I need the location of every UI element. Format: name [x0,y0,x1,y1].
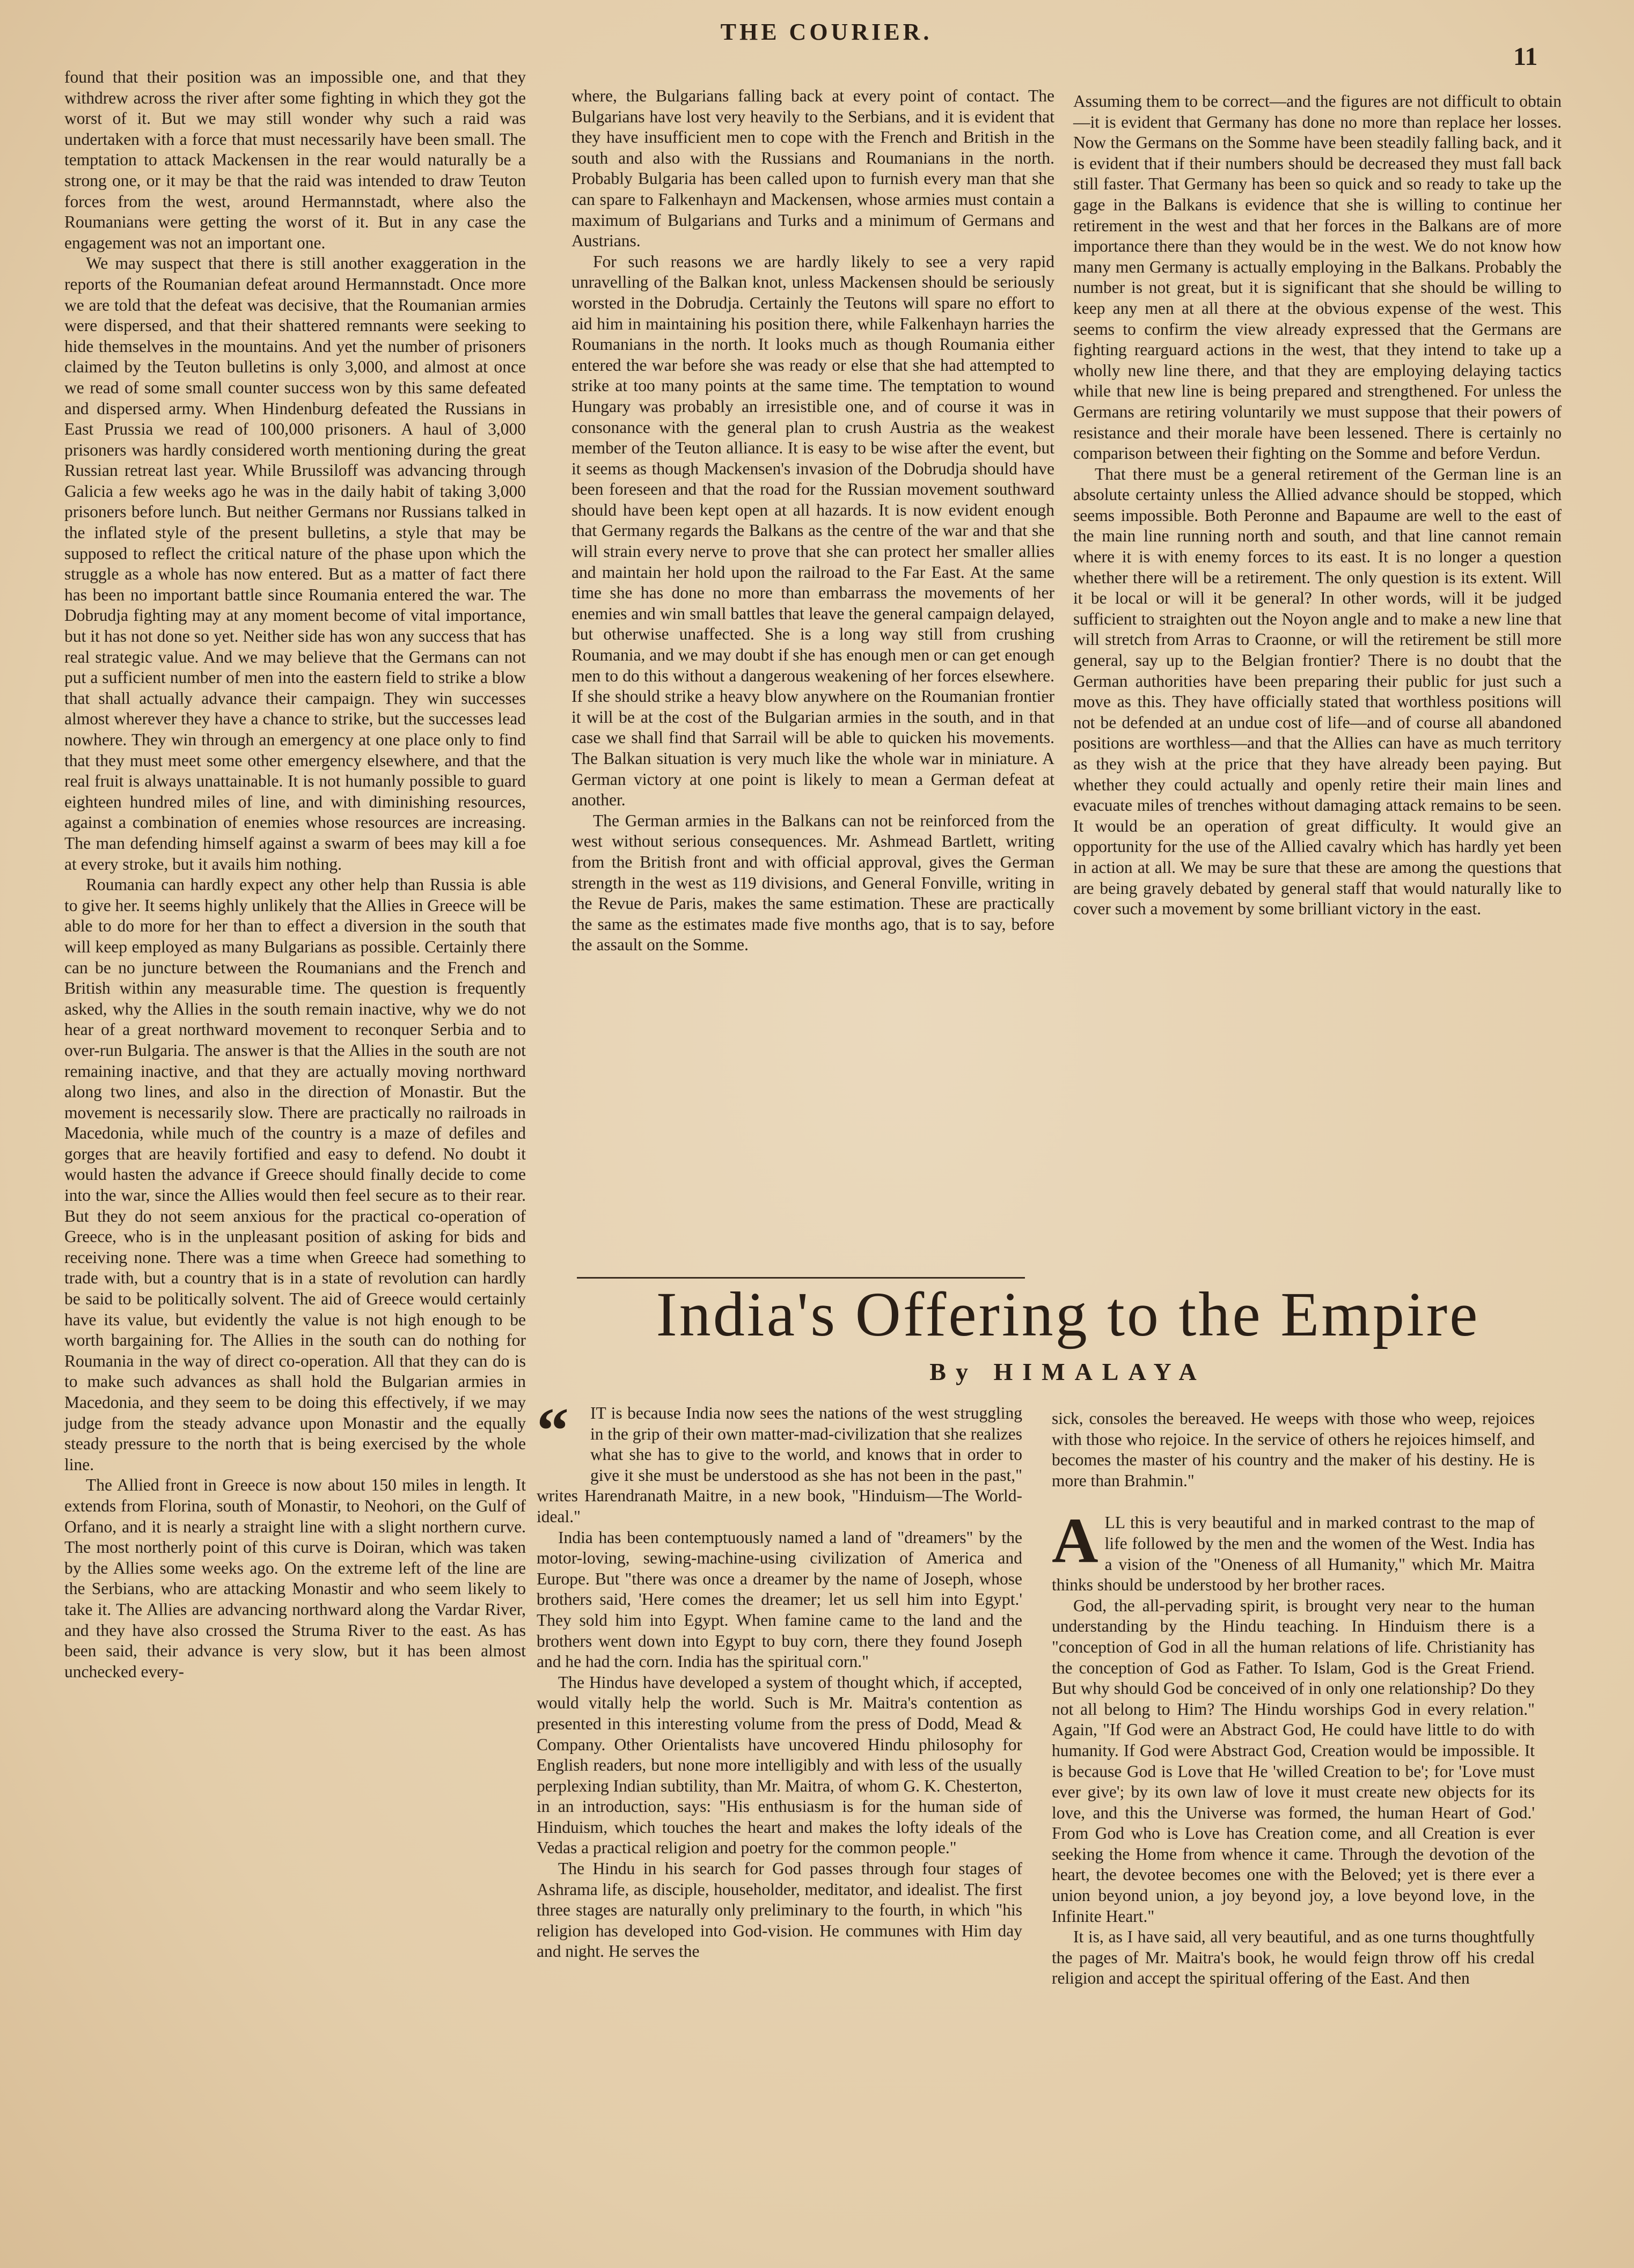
drop-quote-mark: “ [537,1394,569,1466]
paragraph: The Hindu in his search for God passes through four stages of Ashrama life, as disciple, householder, meditator, and idealist. The first three stages are naturally only preliminary to the fourth, in which "his religion has developed into God-vision. He communes with Him day and night. He serves the [537,1859,1022,1961]
section-opening-text: LL this is very beautiful and in marked contrast to the map of life followed by the men and the women of the West. India has a vision of the "Oneness of all Humanity," which Mr. Maitra thinks should be understood by her brother races. [1052,1513,1535,1595]
paragraph: That there must be a general retirement of the German line is an absolute certainty unless the Allied advance should be stopped, which seems impossible. Both Peronne and Bapaume are well to the east of the main line running north and south, and that line cannot remain where it is with enemy forces to its east. It is no longer a question whether there will be a retirement. The only question is its extent. Will it be local or will it be general? In other words, will it be judged sufficient to straighten out the Noyon angle and to make a new line that will stretch from Arras to Craonne, or will the retirement be still more general, say up to the Belgian frontier? There is no doubt that the German authorities have been preparing their public for just such a move as this. They have officially stated that worthless positions will not be defended at an undue cost of life—and of course all abandoned positions are worthless—and that the Allies can have as much territory as they wish at the price that they have already been paying. But whether they could actually and openly retire their main lines and evacuate miles of trenches without damaging attack remains to be seen. It would be an operation of great difficulty. It would give an opportunity for the use of the Allied cavalry which has hardly yet been in action at all. We may be sure that these are among the questions that are being gravely debated by general staff that would naturally like to cover such a movement by some brilliant victory in the east. [1073,464,1562,919]
article-opening-paragraph [537,1394,1022,1528]
paragraph: India has been contemptuously named a land of "dreamers" by the motor-loving, sewing-machine-using civilization of America and Europe. But "there was once a dreamer by the name of Joseph, whose brothers said, 'Here comes the dreamer; let us sell him into Egypt.' They sold him into Egypt. When famine came to the land and the brothers went down into Egypt to buy corn, there they found Joseph and he had the corn. India has the spiritual corn." [537,1528,1022,1671]
news-column-1 [64,67,526,1682]
article-headline: India's Offering to the Empire [656,1279,1480,1349]
paragraph: Assuming them to be correct—and the figures are not difficult to obtain—it is evident that Germany has done no more than replace her losses. Now the Germans on the Somme have been steadily falling back, and it is evident that if their numbers should be decreased they must fall back still faster. That Germany has been so quick and so ready to take up the gage in the Balkans is evidence that she is willing to continue her retirement in the west and that her forces in the Balkans are of more importance there than they would be in the west. We do not know how many men Germany is actually employing in the Balkans. Probably the number is not great, but it is significant that she should be willing to keep any men at all there at the obvious expense of the west. This seems to confirm the view already expressed that the Germans are fighting rearguard actions in the west, that they intend to take up a wholly new line there, and that they are employing delaying tactics while that new line is being prepared and strengthened. For unless the Germans are retiring voluntarily we must suppose that their powers of resistance and their morale have been lessened. There is certainly no comparison between their fighting on the Somme and before Verdun. [1073,92,1562,463]
paragraph: The Allied front in Greece is now about 150 miles in length. It extends from Florina, south of Monastir, to Neohori, on the Gulf of Orfano, and it is nearly a straight line with a slight northern curve. The most northerly point of this curve is Doiran, which was taken by the Allies some weeks ago. On the extreme left of the line are the Serbians, who are attacking Monastir and who seem likely to take it. The Allies are advancing northward along the Vardar River, and they have also crossed the Struma River to the east. As has been said, their advance is very slow, but it has been almost unchecked every- [64,1476,526,1681]
paragraph: It is, as I have said, all very beautiful, and as one turns thoughtfully the pages of Mr. Maitra's book, he would feign throw off his credal religion and accept the spiritual offering of the East. And then [1052,1927,1535,1988]
news-column-3 [1073,91,1562,920]
news-column-2 [571,86,1054,956]
paragraph: We may suspect that there is still another exaggeration in the reports of the Roumanian defeat around Hermannstadt. Once more we are told that the defeat was decisive, that the Roumanian armies were dispersed, and that their shattered remnants were seeking to hide themselves in the mountains. And yet the number of prisoners claimed by the Teuton bulletins is only 3,000, and almost at once we read of some small counter success won by this same defeated and dispersed army. When Hindenburg defeated the Russians in East Prussia we read of 100,000 prisoners. A haul of 3,000 prisoners was hardly considered worth mentioning during the great Russian retreat last year. While Brussiloff was advancing through Galicia a few weeks ago he was in the daily habit of taking 3,000 prisoners before lunch. But neither Germans nor Russians talked in the inflated style of the present bulletins, a style that may be supposed to reflect the critical nature of the phase upon which the struggle as a whole has now entered. But as a matter of fact there has been no important battle since Roumania entered the war. The Dobrudja fighting may at any moment become of vital importance, but it has not done so yet. Neither side has won any success that has real strategic value. And we may believe that the Germans can not put a sufficient number of men into the eastern field to strike a blow that shall actually advance their campaign. They win successes almost wherever they have a chance to strike, but the successes lead nowhere. They win through an emergency at one place only to find that they must meet some other emergency elsewhere, and that the real fruit is always unattainable. It is not humanly possible to guard eighteen hundred miles of line, and with diminishing resources, against a combination of enemies whose resources are increasing. The man defending himself against a swarm of bees may kill a foe at every stroke, but it avails him nothing. [64,254,526,874]
page-number: 11 [1513,42,1538,71]
opening-text: T is because India now sees the nations of the west struggling in the grip of their own matter-mad-civilization that she realizes what she has to give to the world, and knows that in order to give it she must be understood as she has not been in the past," writes Harendranath Maitre, in a new book, "Hinduism—The World-ideal." [537,1404,1022,1526]
drop-cap: A [1052,1504,1098,1576]
paragraph: God, the all-pervading spirit, is brought very near to the human understanding by the Hindu teaching. In Hinduism there is a "conception of God in all the human relations of life. Christianity has the conception of God as Father. To Islam, God is the Great Friend. But why should God be conceived of in only one relationship? Do they not all belong to Him? The Hindu worships God in every relation." Again, "If God were an Abstract God, He could have little to do with humanity. If God were Abstract God, Creation would be impossible. It is because God is Love that He 'willed Creation to be'; for 'Love must ever give'; by its own law of love it must create new objects for its love, and this the Universe was formed, the human Heart of God.' From God who is Love has Creation come, and all Creation is ever seeking the Home from whence it came. Through the devotion of the heart, the devotee becomes one with the Beloved; yet is there ever a union beyond union, a joy beyond joy, a love beyond love, in the Infinite Heart." [1052,1596,1535,1926]
masthead: THE COURIER. [720,19,933,45]
paragraph: For such reasons we are hardly likely to see a very rapid unravelling of the Balkan knot, unless Mackensen should be seriously worsted in the Dobrudja. Certainly the Teutons will spare no effort to aid him in maintaining his position there, while Falkenhayn harries the Roumanians in the north. It looks much as though Roumania either entered the war before she was ready or else that she had attempted to strike at too many points at the same time. The temptation to wound Hungary was probably an irresistible one, and of course it was in consonance with the general plan to crush Austria as the weakest member of the Teuton alliance. It is easy to be wise after the event, but it seems as though Mackensen's invasion of the Dobrudja should have been foreseen and that the road for the Russian movement southward should have been kept open at all hazards. It is now evident enough that Germany regards the Balkans as the centre of the war and that she will strain every nerve to prove that she can protect her smaller allies and maintain her hold upon the railroad to the Far East. At the same time she has done no more than embarrass the movements of her enemies and win small battles that leave the general campaign delayed, but otherwise unaffected. She is a long way still from crushing Roumania, and we may doubt if she has enough men or can get enough men to do this without a dangerous weakening of her forces elsewhere. If she should strike a heavy blow anywhere on the Roumanian frontier it will be at the cost of the Bulgarian armies in the south, and in that case we shall find that Sarrail will be able to quicken his movements. The Balkan situation is very much like the whole war in miniature. A German victory at one point is likely to mean a German defeat at another. [571,252,1054,810]
paragraph: where, the Bulgarians falling back at every point of contact. The Bulgarians have lost very heavily to the Serbians, and it is evident that they have insufficient men to cope with the French and British in the south and also with the Russians and Roumanians in the north. Probably Bulgaria has been called upon to furnish every man that she can spare to Falkenhayn and Mackensen, whose armies must contain a maximum of Bulgarians and Turks and a minimum of Germans and Austrians. [571,86,1054,251]
paragraph: found that their position was an impossible one, and that they withdrew across the river after some fighting in which they got the worst of it. But we may still wonder why such a raid was undertaken with a force that must necessarily have been small. The temptation to attack Mackensen in the rear would naturally be a strong one, or it may be that the raid was intended to draw Teuton forces from the west, around Hermannstadt, where also the Roumanians were getting the worst of it. But in any case the engagement was not an important one. [64,68,526,252]
paragraph: The German armies in the Balkans can not be reinforced from the west without serious consequences. Mr. Ashmead Bartlett, writing from the British front and with official approval, gives the German strength in the west as 119 divisions, and General Fonville, writing in the Revue de Paris, makes the same estimation. These are practically the same as the estimates made five months ago, that is to say, before the assault on the Somme. [571,811,1054,955]
paragraph: The Hindus have developed a system of thought which, if accepted, would vitally help the world. Such is Mr. Maitra's contention as presented in this interesting volume from the press of Dodd, Mead & Company. Other Orientalists have uncovered Hindu philosophy for English readers, but none more intelligibly and with less of the usually perplexing Indian subtility, than Mr. Maitra, of whom G. K. Chesterton, in an introduction, says: "His enthusiasm is for the human side of Hinduism, which touches the heart and makes the lofty ideals of the Vedas a practical religion and poetry for the common people." [537,1672,1022,1858]
article-byline: By HIMALAYA [929,1358,1206,1385]
paragraph: sick, consoles the bereaved. He weeps with those who weep, rejoices with those who rejoice. In the service of others he rejoices himself, and becomes the master of his country and the maker of his destiny. He is more than Brahmin." [1052,1409,1535,1490]
drop-initial: I [590,1404,596,1422]
paragraph: Roumania can hardly expect any other help than Russia is able to give her. It seems highly unlikely that the Allies in Greece will be able to do more for her than to effect a diversion in the south that will keep employed as many Bulgarians as possible. Certainly there can be no juncture between the Roumanians and the French and British within any measurable time. The question is frequently asked, why the Allies in the south remain inactive, why we do not hear of a great northward movement to reconquer Serbia and to over-run Bulgaria. The answer is that the Allies in the south are not remaining inactive, and that they are actually moving northward along two lines, and also in the direction of Monastir. But the movement is necessarily slow. There are practically no railroads in Macedonia, while much of the country is a maze of defiles and gorges that are heavily fortified and easy to defend. No doubt it would hasten the advance if Greece should finally decide to come into the war, since the Allies would then feel secure as to their rear. But they do not seem anxious for the practical co-operation of Greece, who is in the unpleasant position of asking for bids and receiving none. There was a time when Greece had something to trade with, but a country that is in a state of revolution can hardly be said to be politically solvent. The aid of Greece would certainly have its value, but evidently the value is not high enough to be worth bargaining for. The Allies in the south can do nothing for Roumania in the way of direct co-operation. All that they can do is to make such advances as shall hold the Bulgarian armies in Macedonia, and they seem to be doing this effectively, if we may judge from the steady advance upon Monastir and the equally steady pressure to the north that is being exercised by the whole line. [64,875,526,1474]
section-opening-paragraph [1052,1504,1535,1595]
article-column-1 [537,1394,1022,1962]
article-column-2 [1052,1408,1535,1989]
